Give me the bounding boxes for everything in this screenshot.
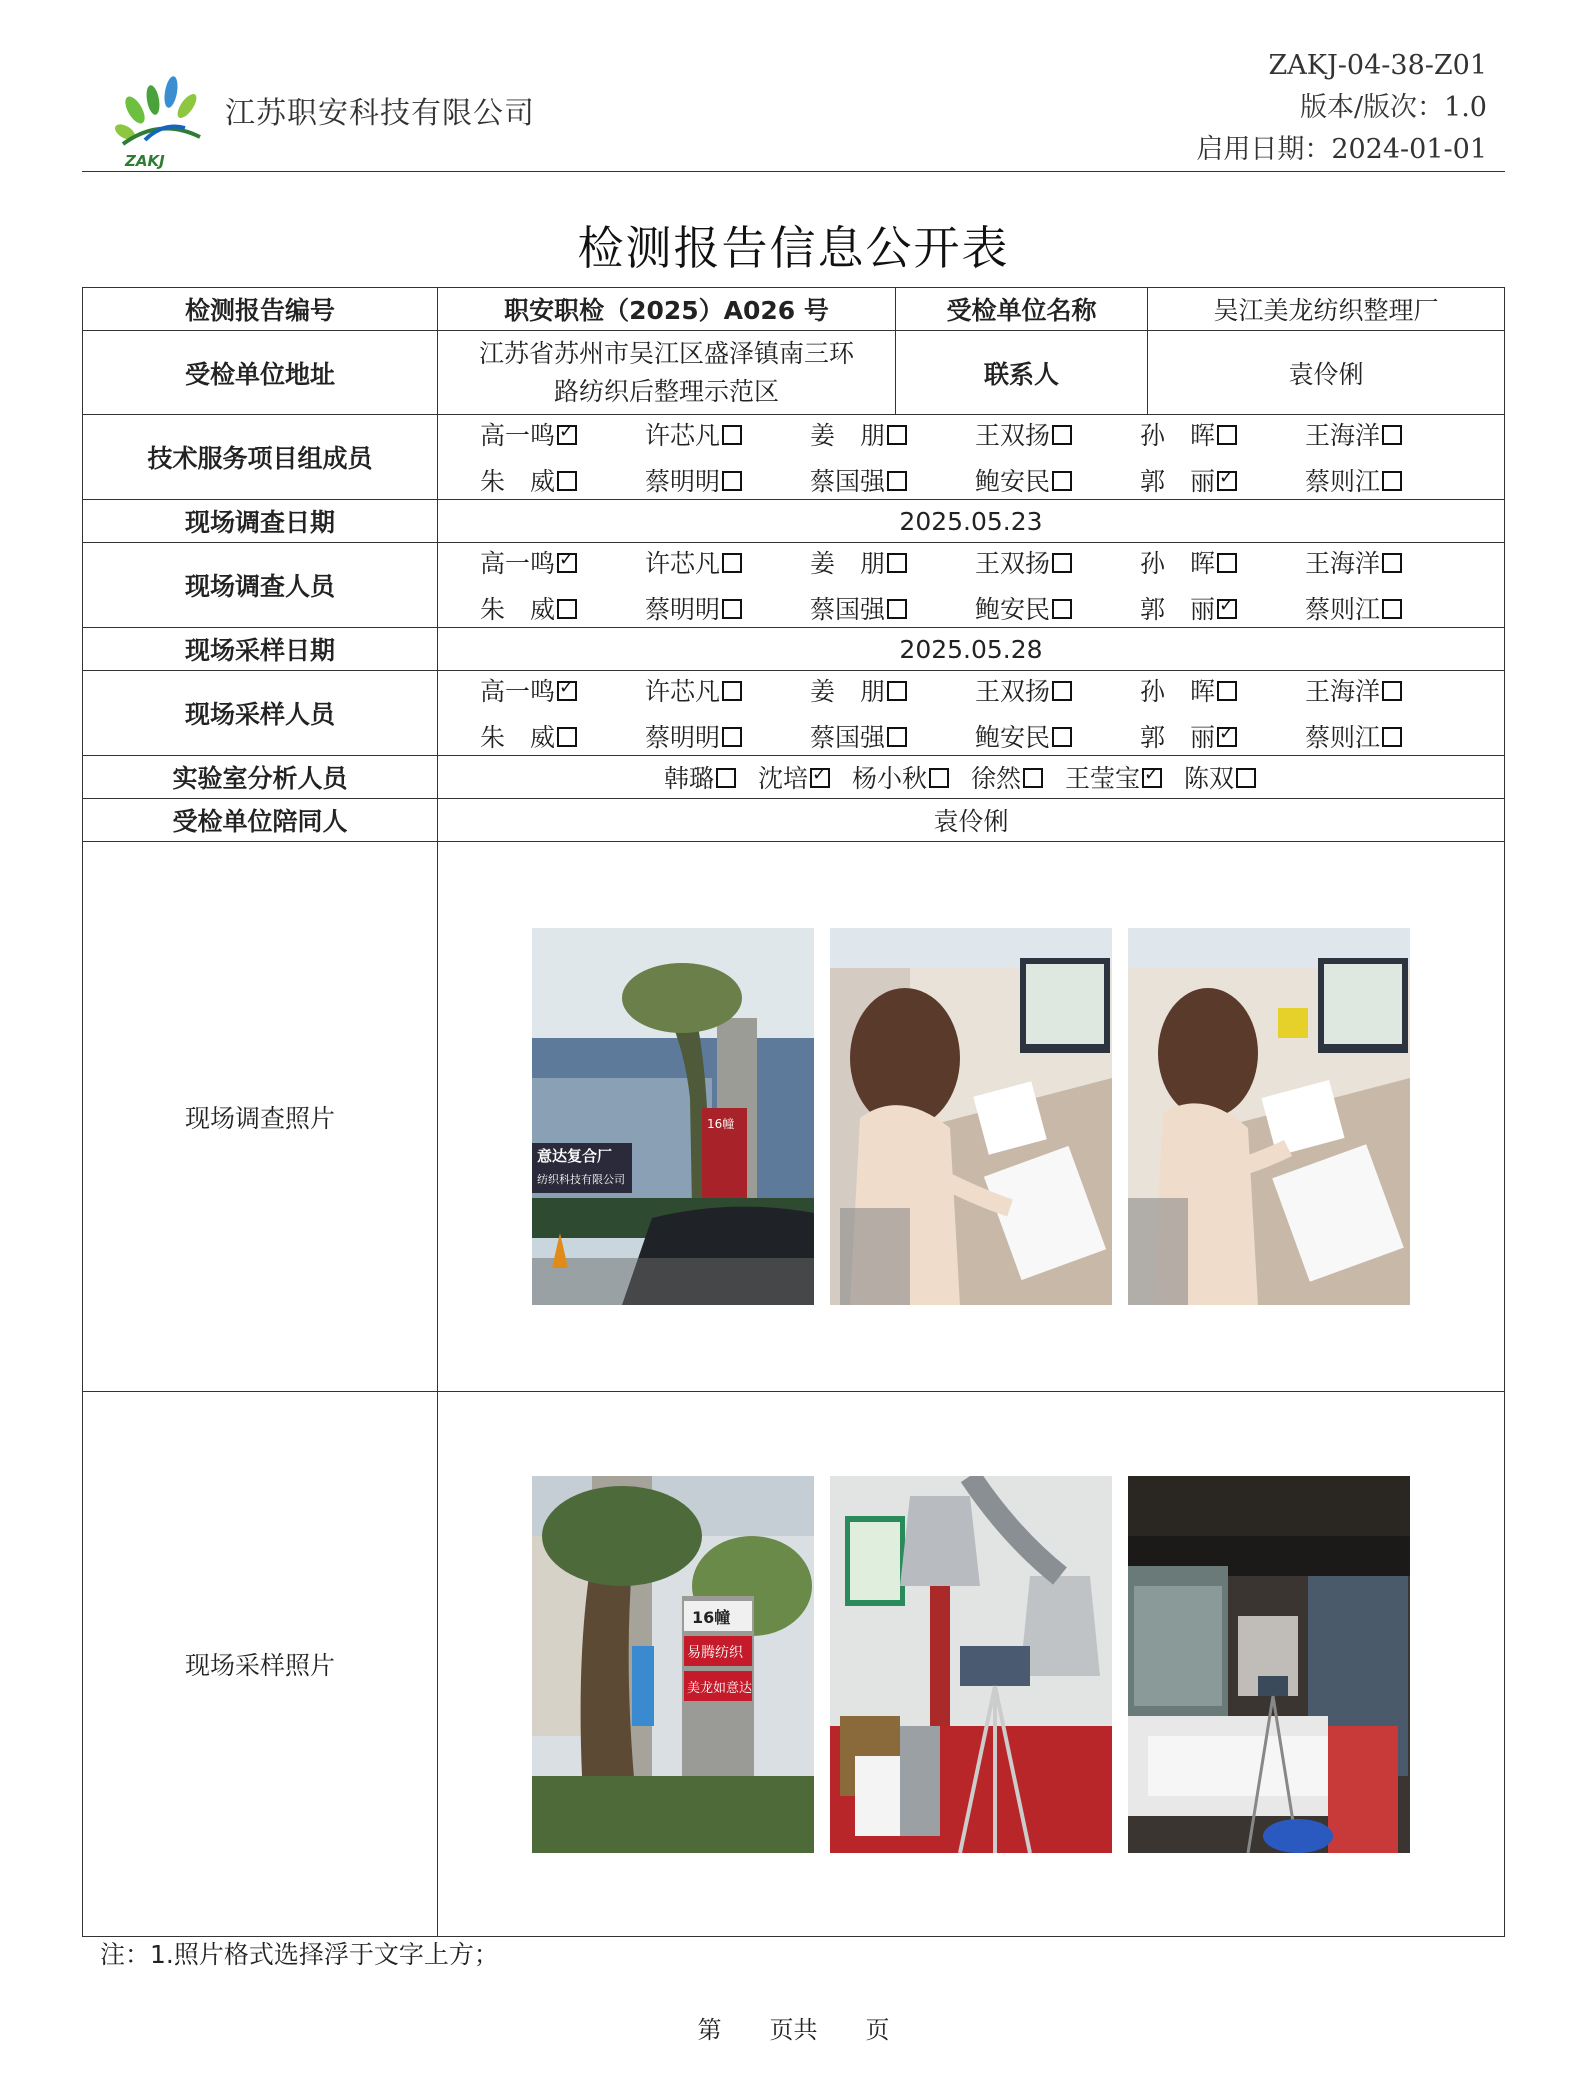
member-checkbox[interactable]	[722, 681, 742, 701]
member-name: 孙 晖	[1139, 421, 1215, 450]
sampling-photos-cell	[438, 1392, 1505, 1937]
survey-photo-factory	[532, 928, 814, 1305]
lab-staff-checkbox[interactable]	[929, 768, 949, 788]
member-item	[1271, 718, 1436, 754]
lab-staff-name: 沈培	[757, 764, 808, 793]
member-item	[1106, 672, 1271, 708]
member-checkbox[interactable]	[557, 599, 577, 619]
label-sampling-staff: 现场采样人员	[83, 671, 438, 756]
member-item	[446, 590, 611, 626]
document-meta	[1196, 45, 1487, 171]
label-survey-staff: 现场调查人员	[83, 543, 438, 628]
lab-staff-checkbox[interactable]	[716, 768, 736, 788]
document-start-date: 启用日期：2024-01-01	[1196, 134, 1487, 165]
member-item	[1106, 544, 1271, 580]
member-checkbox[interactable]	[887, 681, 907, 701]
member-name: 朱 威	[479, 467, 555, 496]
member-name: 姜 朋	[809, 549, 885, 578]
survey-staff-members	[438, 543, 1505, 628]
member-checkbox[interactable]	[722, 727, 742, 747]
member-name: 鲍安民	[974, 467, 1050, 496]
member-checkbox[interactable]	[1052, 727, 1072, 747]
lab-staff-name: 韩璐	[663, 764, 714, 793]
member-item	[611, 718, 776, 754]
member-name: 王双扬	[974, 421, 1050, 450]
member-name: 许芯凡	[644, 677, 720, 706]
member-name: 高一鸣	[479, 677, 555, 706]
lab-staff-item	[1065, 764, 1162, 793]
member-checkbox[interactable]	[1217, 599, 1237, 619]
member-name: 高一鸣	[479, 549, 555, 578]
page-title: 检测报告信息公开表	[577, 221, 1010, 275]
member-item	[446, 462, 611, 498]
member-item	[446, 544, 611, 580]
sampling-photo-workshop	[1128, 1476, 1410, 1853]
note: 注：1.照片格式选择浮于文字上方；	[100, 1940, 499, 1969]
lab-staff-checkbox[interactable]	[810, 768, 830, 788]
member-name: 王海洋	[1304, 549, 1380, 578]
header-divider	[82, 171, 1505, 172]
label-unit-address: 受检单位地址	[83, 331, 438, 415]
label-survey-photos: 现场调查照片	[83, 842, 438, 1392]
member-name: 郭 丽	[1139, 595, 1215, 624]
lab-staff-item	[758, 764, 830, 793]
survey-photo-interview-1	[830, 928, 1112, 1305]
sampling-date-value: 2025.05.28	[438, 628, 1505, 671]
member-checkbox[interactable]	[1217, 425, 1237, 445]
member-checkbox[interactable]	[887, 553, 907, 573]
sampling-staff-members	[438, 671, 1505, 756]
member-checkbox[interactable]	[557, 471, 577, 491]
lab-staff-checkbox[interactable]	[1236, 768, 1256, 788]
member-name: 蔡国强	[809, 595, 885, 624]
report-info-table	[82, 287, 1505, 1937]
member-item	[941, 416, 1106, 452]
member-name: 蔡明明	[644, 595, 720, 624]
member-name: 许芯凡	[644, 549, 720, 578]
unit-name-value: 吴江美龙纺织整理厂	[1148, 288, 1505, 331]
member-name: 鲍安民	[974, 595, 1050, 624]
member-item	[1106, 416, 1271, 452]
member-item	[1106, 462, 1271, 498]
label-report-no: 检测报告编号	[83, 288, 438, 331]
member-name: 朱 威	[479, 723, 555, 752]
tenant-sign: 易腾纺织	[687, 1644, 743, 1661]
unit-address-line: 路纺织后整理示范区	[553, 376, 779, 406]
member-checkbox[interactable]	[722, 599, 742, 619]
member-item	[611, 590, 776, 626]
lab-staff-item	[852, 764, 949, 793]
report-no-value: 职安职检（2025）A026 号	[438, 288, 896, 331]
company-logo	[105, 62, 215, 172]
member-checkbox[interactable]	[1217, 471, 1237, 491]
sampling-photo-entrance	[532, 1476, 814, 1853]
lab-staff-list	[438, 756, 1505, 799]
member-checkbox[interactable]	[1382, 471, 1402, 491]
member-item	[776, 718, 941, 754]
member-item	[776, 416, 941, 452]
member-checkbox[interactable]	[1052, 471, 1072, 491]
member-checkbox[interactable]	[1217, 727, 1237, 747]
member-name: 蔡则江	[1304, 723, 1380, 752]
member-item	[776, 672, 941, 708]
member-checkbox[interactable]	[887, 425, 907, 445]
member-name: 高一鸣	[479, 421, 555, 450]
member-item	[1271, 544, 1436, 580]
member-checkbox[interactable]	[1217, 553, 1237, 573]
page-footer: 第 页共 页	[697, 2016, 890, 2044]
member-item	[1271, 590, 1436, 626]
label-contact: 联系人	[896, 331, 1148, 415]
lab-staff-item	[664, 764, 736, 793]
building-sign: 16幢	[707, 1117, 735, 1131]
member-checkbox[interactable]	[887, 727, 907, 747]
member-checkbox[interactable]	[557, 727, 577, 747]
member-item	[776, 544, 941, 580]
company-name: 江苏职安科技有限公司	[225, 96, 535, 131]
member-item	[1271, 416, 1436, 452]
member-checkbox[interactable]	[722, 471, 742, 491]
label-escort: 受检单位陪同人	[83, 799, 438, 842]
member-item	[611, 416, 776, 452]
factory-sign: 纺织科技有限公司	[537, 1173, 625, 1186]
tenant-sign: 美龙如意达	[687, 1680, 753, 1696]
member-checkbox[interactable]	[722, 425, 742, 445]
label-sampling-photos: 现场采样照片	[83, 1392, 438, 1937]
member-name: 王双扬	[974, 549, 1050, 578]
member-item	[611, 544, 776, 580]
member-checkbox[interactable]	[557, 681, 577, 701]
member-checkbox[interactable]	[557, 553, 577, 573]
member-name: 姜 朋	[809, 677, 885, 706]
member-item	[776, 462, 941, 498]
member-name: 郭 丽	[1139, 467, 1215, 496]
member-name: 蔡国强	[809, 467, 885, 496]
member-checkbox[interactable]	[557, 425, 577, 445]
member-item	[611, 672, 776, 708]
member-item	[941, 544, 1106, 580]
unit-address-line: 江苏省苏州市吴江区盛泽镇南三环	[478, 338, 854, 368]
member-checkbox[interactable]	[1052, 553, 1072, 573]
building-sign: 16幢	[692, 1607, 731, 1627]
member-item	[446, 416, 611, 452]
lab-staff-checkbox[interactable]	[1023, 768, 1043, 788]
member-item	[611, 462, 776, 498]
escort-value: 袁伶俐	[438, 799, 1505, 842]
member-checkbox[interactable]	[1217, 681, 1237, 701]
member-item	[776, 590, 941, 626]
lab-staff-checkbox[interactable]	[1142, 768, 1162, 788]
lab-staff-name: 王莹宝	[1065, 764, 1141, 793]
member-name: 郭 丽	[1139, 723, 1215, 752]
document-code: ZAKJ-04-38-Z01	[1268, 50, 1487, 81]
member-name: 蔡则江	[1304, 595, 1380, 624]
survey-photo-interview-2	[1128, 928, 1410, 1305]
document-version: 版本/版次：1.0	[1299, 92, 1487, 123]
sampling-photo-equipment	[830, 1476, 1112, 1853]
team-members	[438, 415, 1505, 500]
member-name: 蔡明明	[644, 467, 720, 496]
survey-photos-cell	[438, 842, 1505, 1392]
member-name: 蔡国强	[809, 723, 885, 752]
member-name: 孙 晖	[1139, 549, 1215, 578]
member-name: 鲍安民	[974, 723, 1050, 752]
unit-address-value	[438, 331, 896, 415]
member-item	[446, 718, 611, 754]
member-item	[1271, 672, 1436, 708]
member-name: 王双扬	[974, 677, 1050, 706]
member-checkbox[interactable]	[887, 471, 907, 491]
member-item	[1106, 718, 1271, 754]
member-item	[446, 672, 611, 708]
member-checkbox[interactable]	[1382, 553, 1402, 573]
member-checkbox[interactable]	[1382, 727, 1402, 747]
member-checkbox[interactable]	[722, 553, 742, 573]
member-checkbox[interactable]	[1052, 425, 1072, 445]
lab-staff-item	[1184, 764, 1256, 793]
member-name: 王海洋	[1304, 677, 1380, 706]
member-item	[941, 462, 1106, 498]
member-name: 朱 威	[479, 595, 555, 624]
member-name: 孙 晖	[1139, 677, 1215, 706]
member-item	[941, 672, 1106, 708]
member-name: 许芯凡	[644, 421, 720, 450]
lab-staff-name: 徐然	[971, 764, 1022, 793]
lab-staff-item	[971, 764, 1043, 793]
lab-staff-name: 杨小秋	[851, 764, 927, 793]
member-checkbox[interactable]	[1382, 599, 1402, 619]
member-name: 王海洋	[1304, 421, 1380, 450]
logo-text: ZAKJ	[125, 152, 165, 170]
member-name: 蔡则江	[1304, 467, 1380, 496]
member-checkbox[interactable]	[1382, 425, 1402, 445]
member-item	[1106, 590, 1271, 626]
label-lab-staff: 实验室分析人员	[83, 756, 438, 799]
factory-sign: 意达复合厂	[537, 1147, 613, 1165]
label-sampling-date: 现场采样日期	[83, 628, 438, 671]
member-item	[1271, 462, 1436, 498]
label-unit-name: 受检单位名称	[896, 288, 1148, 331]
member-name: 姜 朋	[809, 421, 885, 450]
member-checkbox[interactable]	[887, 599, 907, 619]
survey-date-value: 2025.05.23	[438, 500, 1505, 543]
member-checkbox[interactable]	[1052, 681, 1072, 701]
member-item	[941, 718, 1106, 754]
member-name: 蔡明明	[644, 723, 720, 752]
member-checkbox[interactable]	[1052, 599, 1072, 619]
lab-staff-name: 陈双	[1184, 764, 1235, 793]
member-checkbox[interactable]	[1382, 681, 1402, 701]
contact-value: 袁伶俐	[1148, 331, 1505, 415]
member-item	[941, 590, 1106, 626]
label-survey-date: 现场调查日期	[83, 500, 438, 543]
label-team: 技术服务项目组成员	[83, 415, 438, 500]
